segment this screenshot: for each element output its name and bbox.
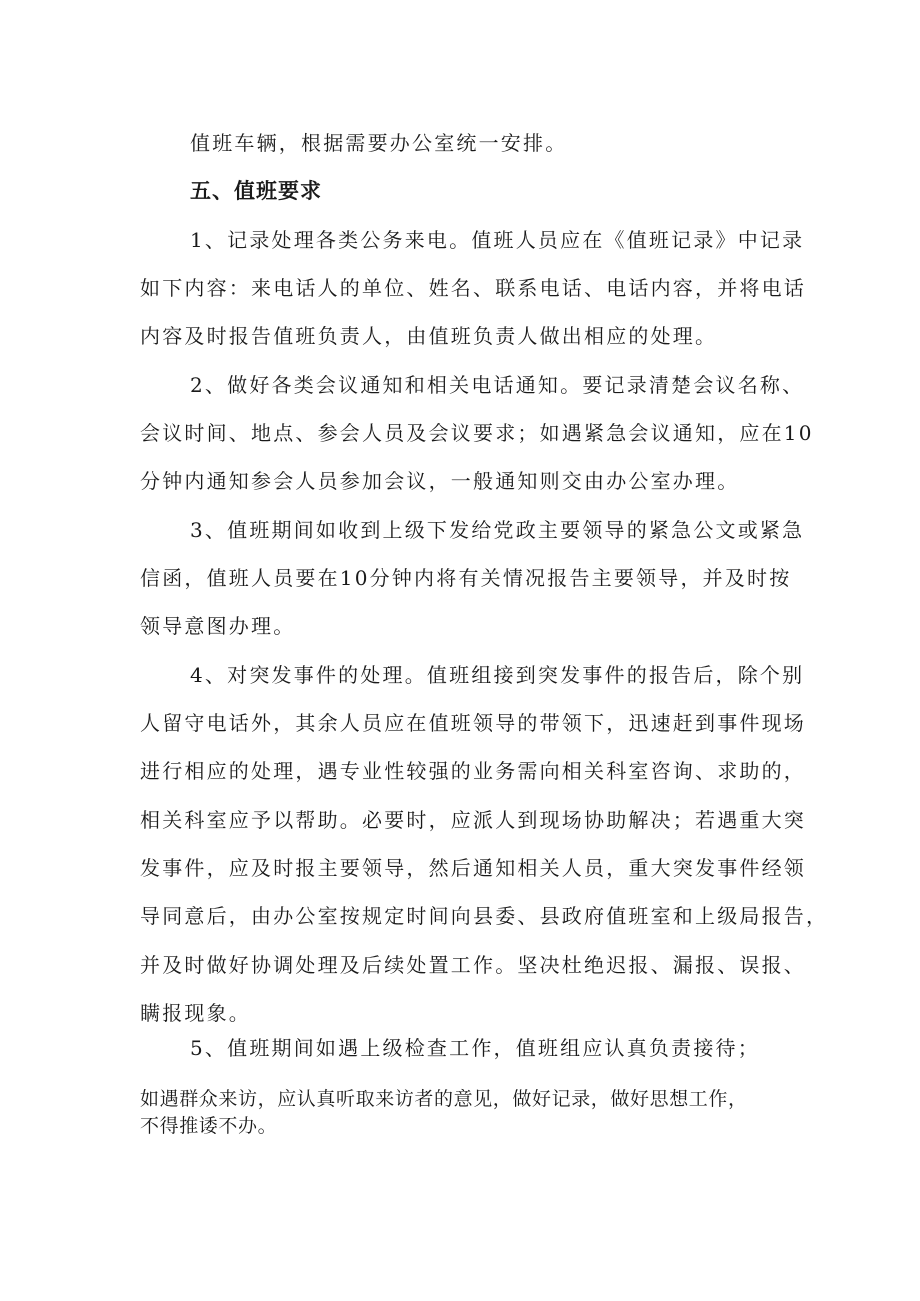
text-line-17: 导同意后，由办公室按规定时间向县委、县政府值班室和上级局报告，	[140, 904, 829, 928]
text-line-3: 1、记录处理各类公务来电。值班人员应在《值班记录》中记录	[190, 228, 805, 252]
text-line-13: 人留守电话外，其余人员应在值班领导的带领下，迅速赶到事件现场	[140, 711, 806, 735]
text-line-8: 分钟内通知参会人员参加会议，一般通知则交由办公室办理。	[140, 469, 740, 493]
text-line-16: 发事件，应及时报主要领导，然后通知相关人员，重大突发事件经领	[140, 856, 806, 880]
text-line-7: 会议时间、地点、参会人员及会议要求；如遇紧急会议通知，应在10	[140, 421, 814, 445]
text-line-11: 领导意图办理。	[140, 614, 296, 638]
text-line-14: 进行相应的处理，遇专业性较强的业务需向相关科室咨询、求助的，	[140, 759, 806, 783]
text-line-19: 瞒报现象。	[140, 1001, 251, 1025]
text-line-18: 并及时做好协调处理及后续处置工作。坚决杜绝迟报、漏报、误报、	[140, 953, 806, 977]
section-heading: 五、值班要求	[190, 179, 322, 203]
text-line-10: 信函，值班人员要在10分钟内将有关情况报告主要领导，并及时按	[140, 566, 792, 590]
text-line-22: 不得推诿不办。	[140, 1115, 278, 1137]
text-line-4: 如下内容：来电话人的单位、姓名、联系电话、电话内容，并将电话	[140, 276, 806, 300]
text-line-6: 2、做好各类会议通知和相关电话通知。要记录清楚会议名称、	[190, 373, 805, 397]
text-line-12: 4、对突发事件的处理。值班组接到突发事件的报告后，除个别	[190, 663, 805, 687]
text-line-20: 5、值班期间如遇上级检查工作，值班组应认真负责接待；	[190, 1036, 760, 1060]
text-line-5: 内容及时报告值班负责人，由值班负责人做出相应的处理。	[140, 324, 718, 348]
text-line-9: 3、值班期间如收到上级下发给党政主要领导的紧急公文或紧急	[190, 518, 805, 542]
text-line-15: 相关科室应予以帮助。必要时，应派人到现场协助解决；若遇重大突	[140, 808, 806, 832]
text-line-21: 如遇群众来访，应认真听取来访者的意见，做好记录，做好思想工作，	[140, 1088, 748, 1110]
text-line-1: 值班车辆，根据需要办公室统一安排。	[190, 131, 568, 155]
